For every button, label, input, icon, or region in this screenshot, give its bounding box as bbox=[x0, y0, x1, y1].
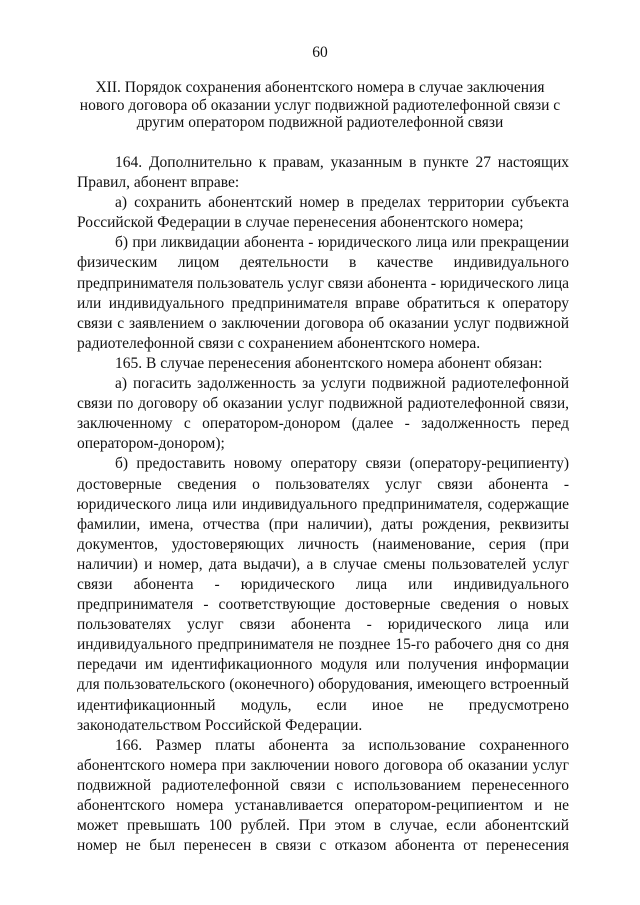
paragraph-164: 164. Дополнительно к правам, указанным в пункте 27 настоящих Правил, абонент вправе: bbox=[77, 154, 569, 192]
paragraph-164-b: б) при ликвидации абонента - юридического лица или прекращении физическим лицом деятельности в качестве индивидуального предпринимателя пользователь услуг связи абонента - юридического лица или индивидуального предпринимателя вправе обратиться к оператору связи с заявлением о заключении договора об оказании услуг подвижной радиотелефонной связи с сохранением абонентского номера. bbox=[77, 234, 570, 352]
paragraph-165-a: а) погасить задолженность за услуги подвижной радиотелефонной связи по договору об оказании услуг подвижной радиотелефонной связи, заключенному с оператором-донором (далее - задолженность перед оператором-донором); bbox=[77, 375, 569, 453]
paragraph-166: 166. Размер платы абонента за использование сохраненного абонентского номера при заключении нового договора об оказании услуг подвижной радиотелефонной связи с использованием перенесенного абонентского номера устанавливается оператором-реципиентом и не может превышать 100 рублей. При этом в случае, если абонентский номер не был перенесен в связи с отказом абонента от перенесения bbox=[77, 736, 569, 855]
section-heading: XII. Порядок сохранения абонентского номера в случае заключения нового договора об оказании услуг подвижной радиотелефонной связи с другим оператором подвижной радиотелефонной связи bbox=[79, 79, 561, 132]
paragraph-165: 165. В случае перенесения абонентского номера абонент обязан: bbox=[115, 354, 543, 372]
page-number: 60 bbox=[312, 44, 328, 61]
document-body bbox=[77, 153, 569, 856]
paragraph-164-a: а) сохранить абонентский номер в пределах территории субъекта Российской Федерации в случае перенесения абонентского номера; bbox=[77, 194, 569, 232]
paragraph-165-b: б) предоставить новому оператору связи (оператору-реципиенту) достоверные сведения о пользователях услуг связи абонента - юридического лица или индивидуального предпринимателя, содержащие фамилии, имена, отчества (при наличии), даты рождения, реквизиты документов, удостоверяющих личность (наименование, серия (при наличии) и номер, дата выдачи), а в случае смены пользователей услуг связи абонента - юридического лица или индивидуального предпринимателя - соответствующие достоверные сведения о новых пользователях услуг связи абонента - юридического лица или индивидуального предпринимателя не позднее 15-го рабочего дня со дня передачи им идентификационного модуля или получения информации для пользовательского (оконечного) оборудования, имеющего встроенный идентификационный модуль, если иное не предусмотрено законодательством Российской Федерации. bbox=[77, 455, 569, 734]
